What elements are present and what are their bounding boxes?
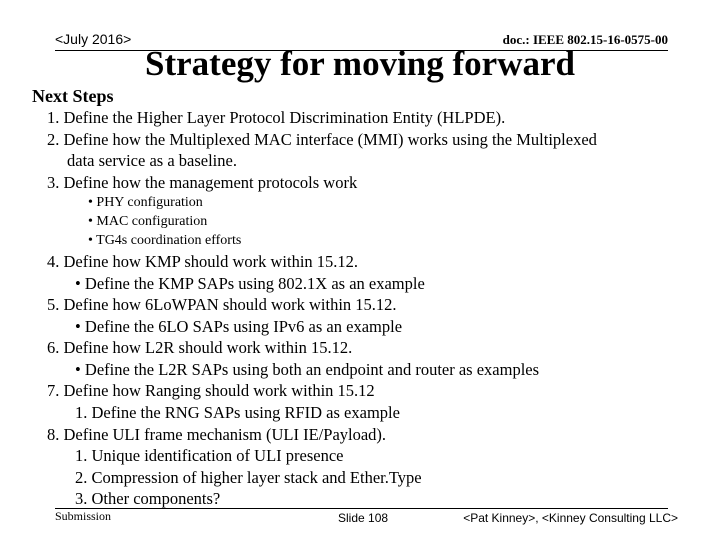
slide-title: Strategy for moving forward: [145, 44, 575, 83]
list-item-3: 3. Define how the management protocols work: [47, 173, 358, 192]
list-item-7: 7. Define how Ranging should work within 15.12: [47, 381, 375, 400]
sub-item-kmp: • Define the KMP SAPs using 802.1X as an example: [75, 274, 425, 293]
sub-item-l2r: • Define the L2R SAPs using both an endpoint and router as examples: [75, 360, 540, 379]
list-item-5: 5. Define how 6LoWPAN should work within 15.12.: [47, 295, 397, 314]
sub-item-uli-2: 2. Compression of higher layer stack and Ether.Type: [75, 468, 422, 487]
footer-author: <Pat Kinney>, <Kinney Consulting LLC>: [463, 511, 678, 525]
list-item-2: 2. Define how the Multiplexed MAC interface (MMI) works using the Multiplexed: [47, 130, 597, 149]
footer-rule: [55, 508, 668, 509]
list-item-2-cont: data service as a baseline.: [67, 151, 237, 170]
header-date: <July 2016>: [55, 31, 132, 47]
list-item-4: 4. Define how KMP should work within 15.12.: [47, 252, 359, 271]
list-item-1: 1. Define the Higher Layer Protocol Discrimination Entity (HLPDE).: [47, 108, 506, 127]
footer-submission: Submission: [55, 509, 112, 523]
sub-item-uli-3: 3. Other components?: [75, 489, 221, 508]
footer-slide-number: Slide 108: [338, 511, 389, 525]
header-doc-id: doc.: IEEE 802.15-16-0575-00: [502, 32, 668, 47]
sub-item-rng: 1. Define the RNG SAPs using RFID as example: [75, 403, 400, 422]
list-item-6: 6. Define how L2R should work within 15.12.: [47, 338, 353, 357]
slide-subtitle: Next Steps: [32, 86, 114, 106]
sub-item-mac: • MAC configuration: [88, 214, 208, 229]
sub-item-uli-1: 1. Unique identification of ULI presence: [75, 446, 344, 465]
list-item-8: 8. Define ULI frame mechanism (ULI IE/Payload).: [47, 425, 387, 444]
sub-item-tg4s: • TG4s coordination efforts: [88, 233, 242, 248]
sub-item-phy: • PHY configuration: [88, 195, 203, 210]
sub-item-6lo: • Define the 6LO SAPs using IPv6 as an example: [75, 317, 403, 336]
